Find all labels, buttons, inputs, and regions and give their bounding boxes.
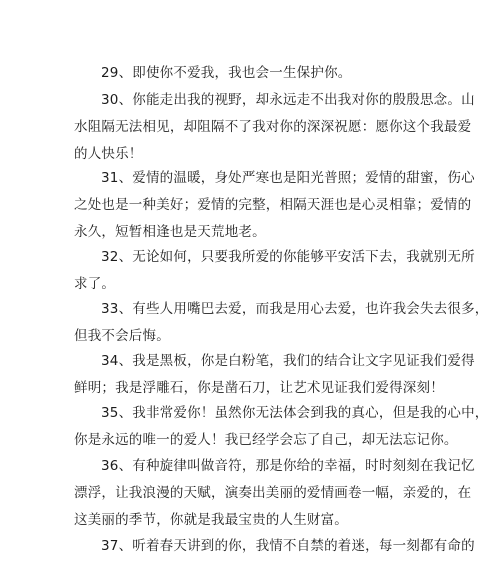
text-line: 29、即使你不爱我，我也会一生保护你。: [101, 65, 352, 81]
text-line: 永久，短暂相逢也是天荒地老。: [74, 224, 266, 240]
text-line: 求了。: [74, 276, 116, 292]
paragraph-31: [74, 165, 475, 246]
text-line: 31、爱情的温暖，身处严寒也是阳光普照；爱情的甜蜜，伤心: [101, 170, 475, 186]
paragraph-36: [74, 453, 475, 534]
text-line: 你是永远的唯一的爱人！我已经学会忘了自己，却无法忘记你。: [74, 432, 458, 448]
paragraph-29: [74, 60, 434, 87]
paragraph-30: [74, 87, 475, 168]
text-line: 34、我是黑板，你是白粉笔，我们的结合让文字见证我们爱得: [101, 353, 475, 369]
text-line: 漂浮，让我浪漫的天赋，演奏出美丽的爱情画卷一幅，亲爱的，在: [74, 485, 472, 501]
text-line: 33、有些人用嘴巴去爱，而我是用心去爱，也许我会失去很多，: [101, 301, 489, 317]
text-line: 但我不会后悔。: [74, 328, 170, 344]
text-line: 37、听着春天讲到的你，我情不自禁的着迷，每一刻都有命的: [101, 538, 475, 554]
paragraph-32: [74, 244, 475, 298]
text-line: 这美丽的季节，你就是我最宝贵的人生财富。: [74, 512, 348, 528]
paragraph-35: [74, 400, 489, 454]
paragraph-34: [74, 348, 475, 402]
text-line: 36、有种旋律叫做音符，那是你给的幸福，时时刻刻在我记忆: [101, 458, 475, 474]
paragraph-33: [74, 296, 489, 350]
text-line: 30、你能走出我的视野，却永远走不出我对你的殷殷思念。山: [101, 92, 475, 108]
text-line: 32、无论如何，只要我所爱的你能够平安活下去，我就别无所: [101, 249, 475, 265]
text-line: 35、我非常爱你！虽然你无法体会到我的真心，但是我的心中，: [101, 405, 489, 421]
text-line: 的人快乐！: [74, 146, 143, 162]
text-line: 鲜明；我是浮雕石，你是凿石刀，让艺术见证我们爱得深刻！: [74, 380, 444, 396]
paragraph-37: [74, 533, 475, 560]
text-line: 水阻隔无法相见，却阻隔不了我对你的深深祝愿：愿你这个我最爱: [74, 119, 472, 135]
text-line: 之处也是一种美好；爱情的完整，相隔天涯也是心灵相靠；爱情的: [74, 197, 472, 213]
